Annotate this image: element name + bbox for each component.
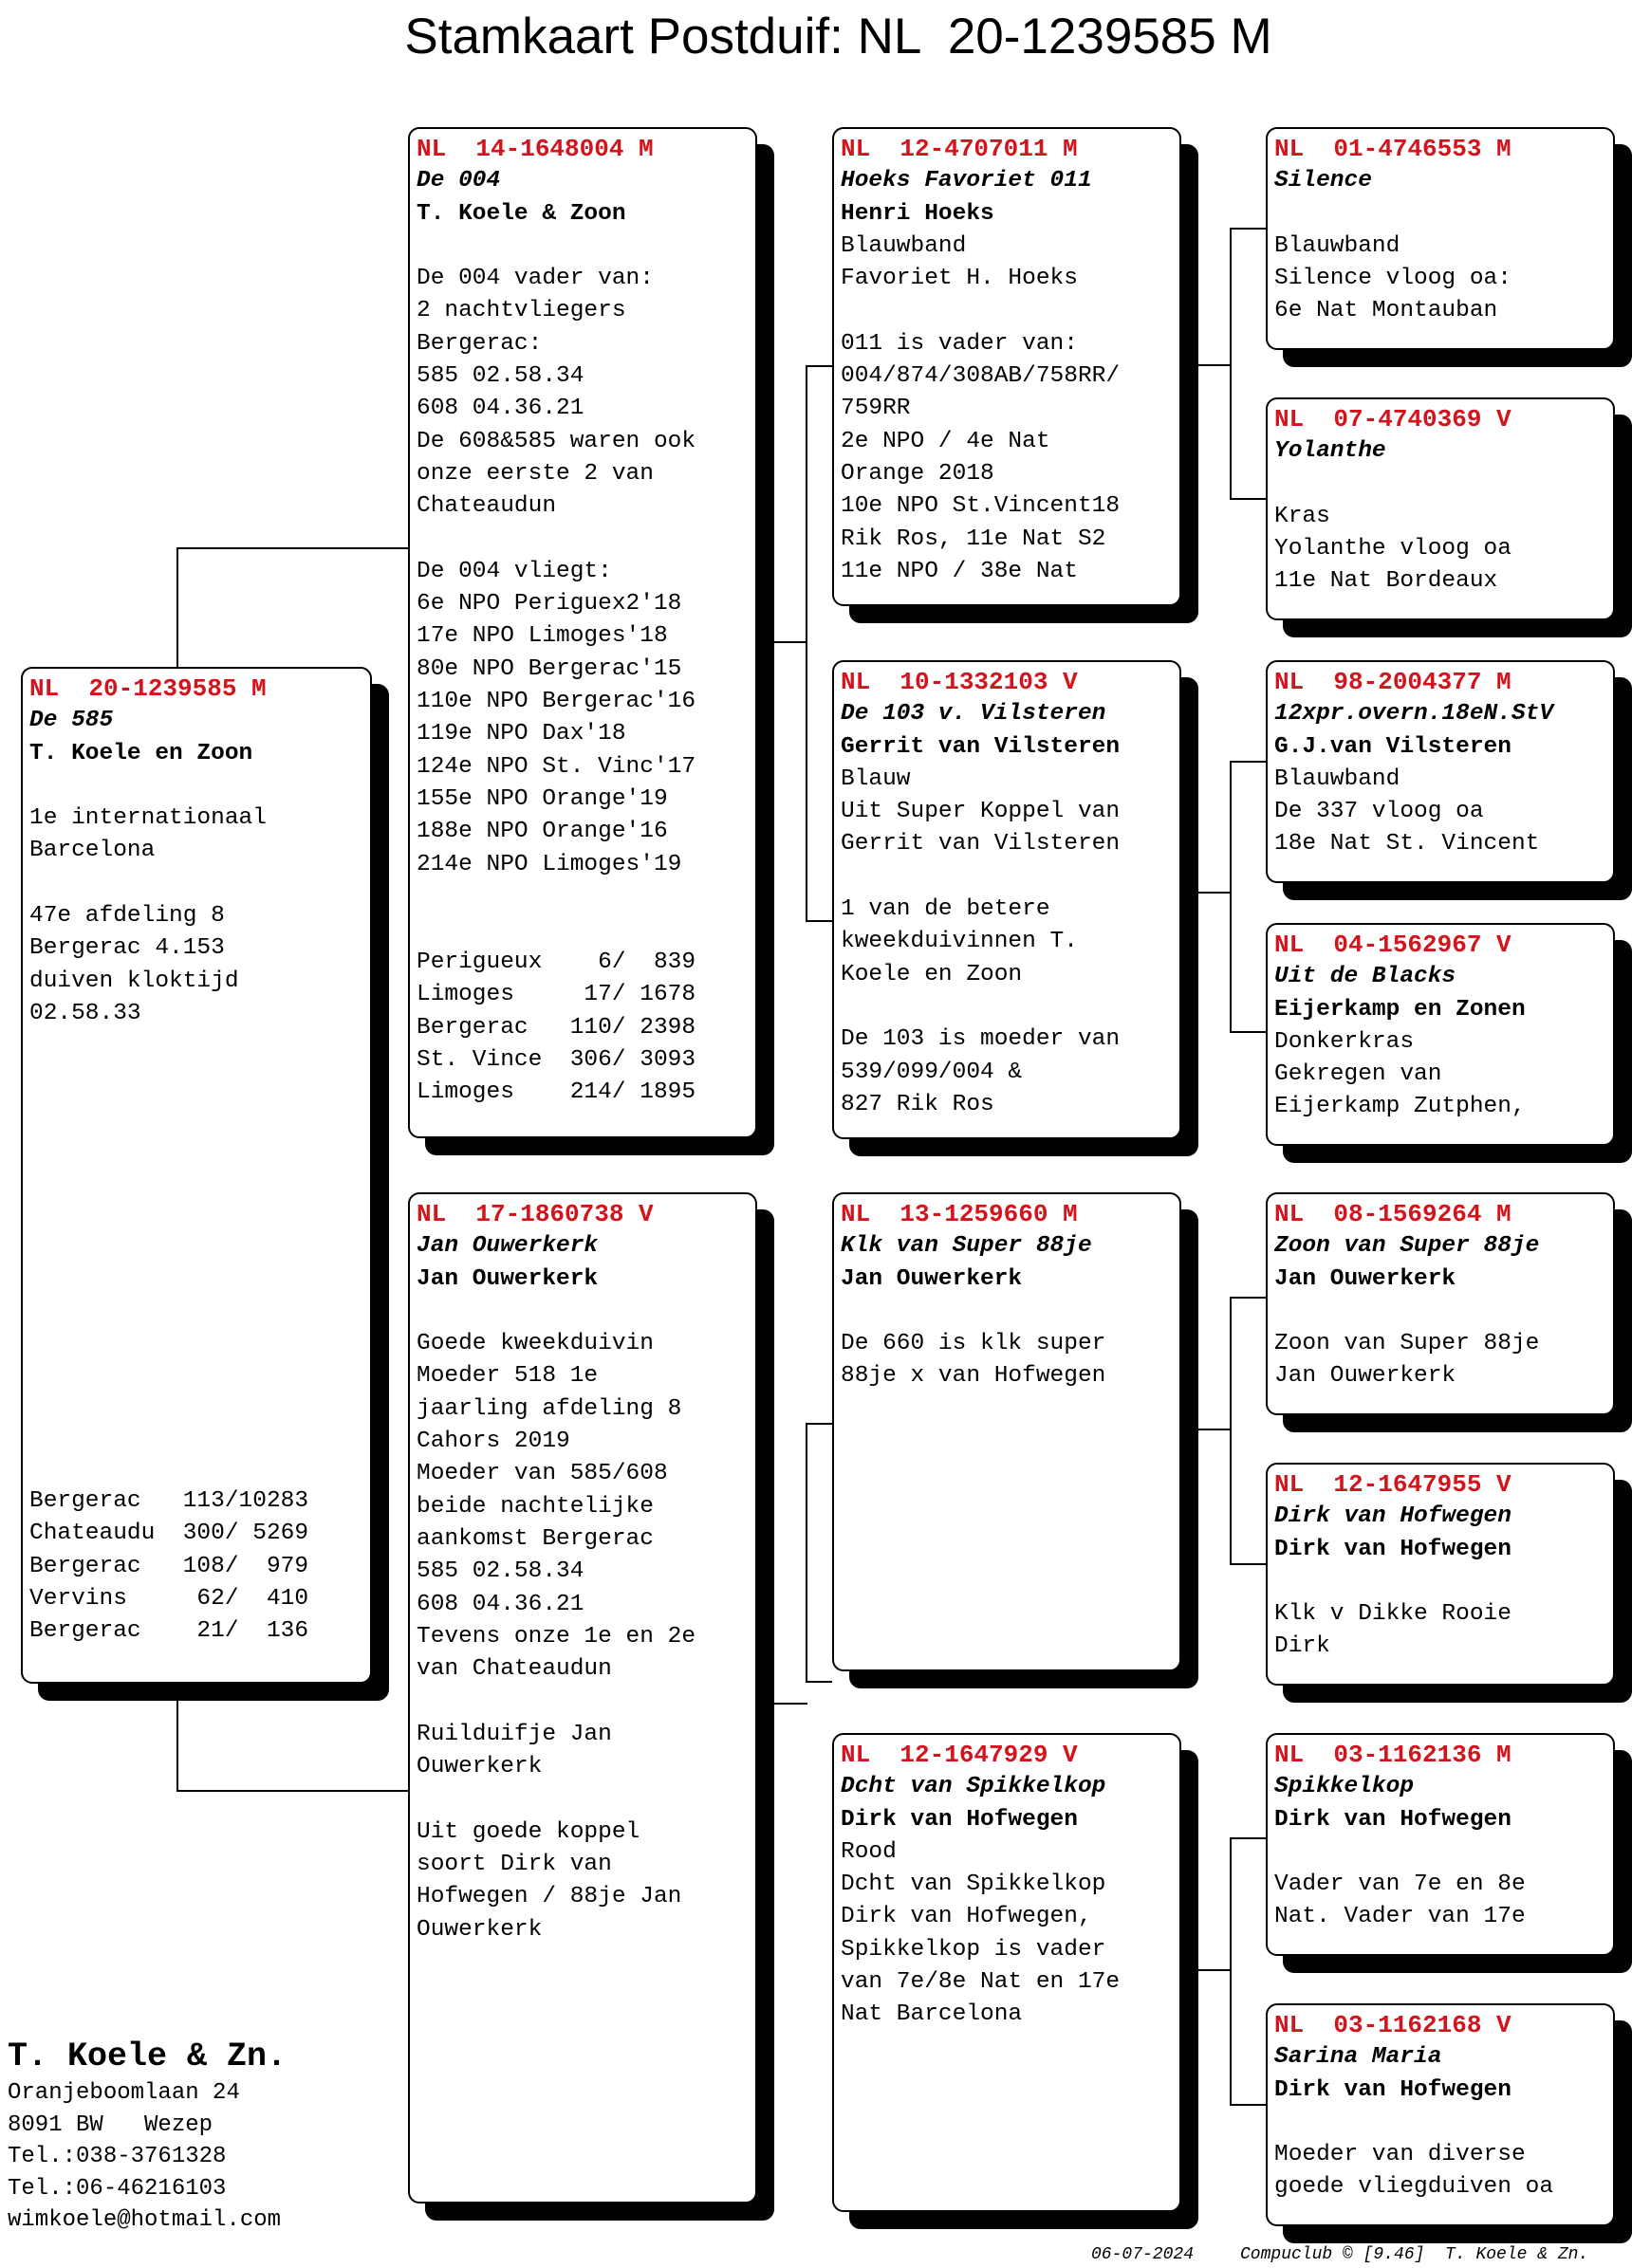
pigeon-name: Jan Ouwerkerk [417,1233,599,1260]
ring-number: NL 04-1562967 V [1274,931,1511,959]
connector-line [1230,498,1266,500]
owner-phone: Tel.:038-3761328 [8,2144,227,2169]
ring-number: NL 10-1332103 V [841,668,1078,696]
pigeon-notes: Zoon van Super 88je Jan Ouwerkerk [1274,1331,1540,1390]
connector-line [1230,228,1232,500]
owner-address: Oranjeboomlaan 24 [8,2080,240,2106]
pigeon-card-mother[interactable] [408,1192,757,2203]
pigeon-notes: Goede kweekduivin Moeder 518 1e jaarling afdeling 8 Cahors 2019 Moeder van 585/608 beide nachtelijke aankomst Bergerac 585 02.58.34 608 04.36.21 Tevens onze 1e en 2e van Chateaudun Ruilduifje Jan Ouwerkerk Uit goede koppel soort Dirk van Hofwegen / 88je Jan Ouwerkerk [417,1331,696,1943]
race-results: Perigueux 6/ 839 Limoges 17/ 1678 Bergerac 110/ 2398 St. Vince 306/ 3093 Limoges 214/ 1895 [417,950,696,1106]
pigeon-notes: Donkerkras Gekregen van Eijerkamp Zutphen, [1274,1028,1526,1120]
pigeon-notes: Blauwband Favoriet H. Hoeks 011 is vader van: 004/874/308AB/758RR/ 759RR 2e NPO / 4e Nat Orange 2018 10e NPO St.Vincent18 Rik Ros, 11e Nat S2 11e NPO / 38e Nat [841,232,1121,584]
ring-number: NL 12-1647955 V [1274,1470,1511,1499]
connector-line [806,1423,807,1683]
footer-credit: Compuclub © [9.46] T. Koele & Zn. [1240,2245,1589,2264]
breeder-name [1274,198,1613,230]
pigeon-notes: Rood Dcht van Spikkelkop Dirk van Hofwegen, Spikkelkop is vader van 7e/8e Nat en 17e Nat Barcelona [841,1838,1121,2028]
breeder-name: T. Koele en Zoon [29,740,253,766]
connector-line [806,365,807,922]
connector-line [1230,761,1232,1033]
pigeon-notes: Blauw Uit Super Koppel van Gerrit van Vilsteren 1 van de betere kweekduivinnen T. Koele en Zoon De 103 is moeder van 539/099/004 & 827 Rik Ros [841,765,1121,1117]
owner-city: 8091 BW Wezep [8,2111,213,2138]
breeder-name: T. Koele & Zoon [417,200,626,227]
pigeon-name: Dcht van Spikkelkop [841,1774,1106,1800]
ring-number: NL 17-1860738 V [417,1200,654,1228]
pigeon-name: Uit de Blacks [1274,964,1456,990]
pigeon-name: Silence [1274,168,1372,194]
pigeon-card-fmm[interactable] [1266,923,1615,1146]
pigeon-name: Yolanthe [1274,438,1386,465]
connector-line [1194,1969,1232,1971]
pigeon-name: Klk van Super 88je [841,1233,1092,1260]
breeder-name: Dirk van Hofwegen [1274,1806,1511,1833]
pigeon-notes: De 660 is klk super 88je x van Hofwegen [841,1331,1106,1390]
breeder-name: Eijerkamp en Zonen [1274,996,1526,1023]
pigeon-card-mfm[interactable] [1266,1463,1615,1686]
connector-line [806,920,832,922]
connector-line [176,1790,408,1792]
owner-email: wimkoele@hotmail.com [8,2207,282,2233]
breeder-name: Gerrit van Vilsteren [841,733,1121,760]
connector-line [806,1681,832,1683]
pigeon-notes: Blauwband De 337 vloog oa 18e Nat St. Vincent [1274,765,1540,857]
pigeon-name: Zoon van Super 88je [1274,1233,1540,1260]
pigeon-card-father-mother[interactable] [832,660,1181,1139]
pigeon-notes: Moeder van diverse goede vliegduiven oa [1274,2142,1554,2201]
pigeon-card-mother-mother[interactable] [832,1733,1181,2212]
connector-line [1230,1837,1266,1839]
connector-line [1230,1837,1232,2106]
connector-line [806,365,832,367]
pigeon-notes: Blauwband Silence vloog oa: 6e Nat Montauban [1274,232,1511,324]
ring-number: NL 03-1162168 V [1274,2011,1511,2039]
pigeon-card-subject[interactable] [21,667,372,1684]
connector-line [754,641,807,643]
pigeon-name: Spikkelkop [1274,1774,1415,1800]
ring-number: NL 07-4740369 V [1274,405,1511,433]
pigeon-card-mmf[interactable] [1266,1733,1615,1956]
pigeon-card-father[interactable] [408,127,757,1138]
pigeon-notes: Klk v Dikke Rooie Dirk [1274,1601,1511,1660]
connector-line [1230,2104,1266,2106]
pigeon-notes: Vader van 7e en 8e Nat. Vader van 17e [1274,1872,1526,1930]
owner-info [8,2036,287,2237]
ring-number: NL 14-1648004 M [417,135,654,163]
pigeon-card-mmm[interactable] [1266,2003,1615,2226]
pigeon-name: Dirk van Hofwegen [1274,1503,1511,1530]
breeder-name: Jan Ouwerkerk [417,1265,599,1292]
connector-line [1230,761,1266,763]
pigeon-notes: Kras Yolanthe vloog oa 11e Nat Bordeaux [1274,503,1511,595]
pigeon-card-ffm[interactable] [1266,397,1615,620]
connector-line [1230,1563,1266,1565]
pigeon-card-fmf[interactable] [1266,660,1615,883]
owner-mobile: Tel.:06-46216103 [8,2175,227,2202]
ring-number: NL 98-2004377 M [1274,668,1511,696]
ring-number: NL 13-1259660 M [841,1200,1078,1228]
connector-line [1230,1297,1232,1565]
connector-line [176,1684,178,1792]
connector-line [1230,228,1266,230]
pigeon-card-mff[interactable] [1266,1192,1615,1415]
breeder-name: Dirk van Hofwegen [1274,2076,1511,2103]
breeder-name: G.J.van Vilsteren [1274,733,1511,760]
pigeon-card-fff[interactable] [1266,127,1615,350]
breeder-name: Dirk van Hofwegen [841,1806,1078,1833]
connector-line [1194,892,1232,894]
race-results: Bergerac 113/10283 Chateaudu 300/ 5269 Bergerac 108/ 979 Vervins 62/ 410 Bergerac 21/ 136 [29,1488,309,1645]
connector-line [1230,1297,1266,1299]
connector-line [754,1703,807,1705]
ring-number: NL 12-4707011 M [841,135,1078,163]
connector-line [176,547,408,549]
owner-name: T. Koele & Zn. [8,2038,287,2075]
breeder-name: Jan Ouwerkerk [841,1265,1023,1292]
pigeon-card-mother-father[interactable] [832,1192,1181,1671]
page-title: Stamkaart Postduif: NL 20-1239585 M [404,9,1272,65]
connector-line [1194,1429,1232,1430]
connector-line [806,1423,832,1425]
pigeon-name: Hoeks Favoriet 011 [841,168,1092,194]
breeder-name: Henri Hoeks [841,200,994,227]
pigeon-name: De 103 v. Vilsteren [841,701,1106,728]
pigeon-name: 12xpr.overn.18eN.StV [1274,701,1554,728]
pigeon-name: Sarina Maria [1274,2044,1442,2071]
pigeon-card-father-father[interactable] [832,127,1181,606]
pigeon-name: De 004 [417,168,501,194]
ring-number: NL 08-1569264 M [1274,1200,1511,1228]
connector-line [1230,1031,1266,1033]
breeder-name: Dirk van Hofwegen [1274,1536,1511,1562]
connector-line [176,547,178,667]
ring-number: NL 20-1239585 M [29,674,267,703]
print-date: 06-07-2024 [1091,2245,1195,2264]
connector-line [1194,364,1232,366]
pigeon-notes: 1e internationaal Barcelona 47e afdeling 8 Bergerac 4.153 duiven kloktijd 02.58.33 [29,805,267,1026]
pigeon-name: De 585 [29,708,114,734]
breeder-name [1274,469,1613,501]
ring-number: NL 12-1647929 V [841,1741,1078,1769]
ring-number: NL 03-1162136 M [1274,1741,1511,1769]
ring-number: NL 01-4746553 M [1274,135,1511,163]
breeder-name: Jan Ouwerkerk [1274,1265,1456,1292]
pigeon-notes: De 004 vader van: 2 nachtvliegers Bergerac: 585 02.58.34 608 04.36.21 De 608&585 waren ook onze eerste 2 van Chateaudun De 004 vliegt: 6e NPO Periguex2'18 17e NPO Limoges'18 80e NPO Bergerac'15 110e NPO Bergerac'16 119e NPO Dax'18 124e NPO St. Vinc'17 155e NPO Orange'19 188e NPO Orange'16 214e NPO Limoges'19 [417,266,696,877]
